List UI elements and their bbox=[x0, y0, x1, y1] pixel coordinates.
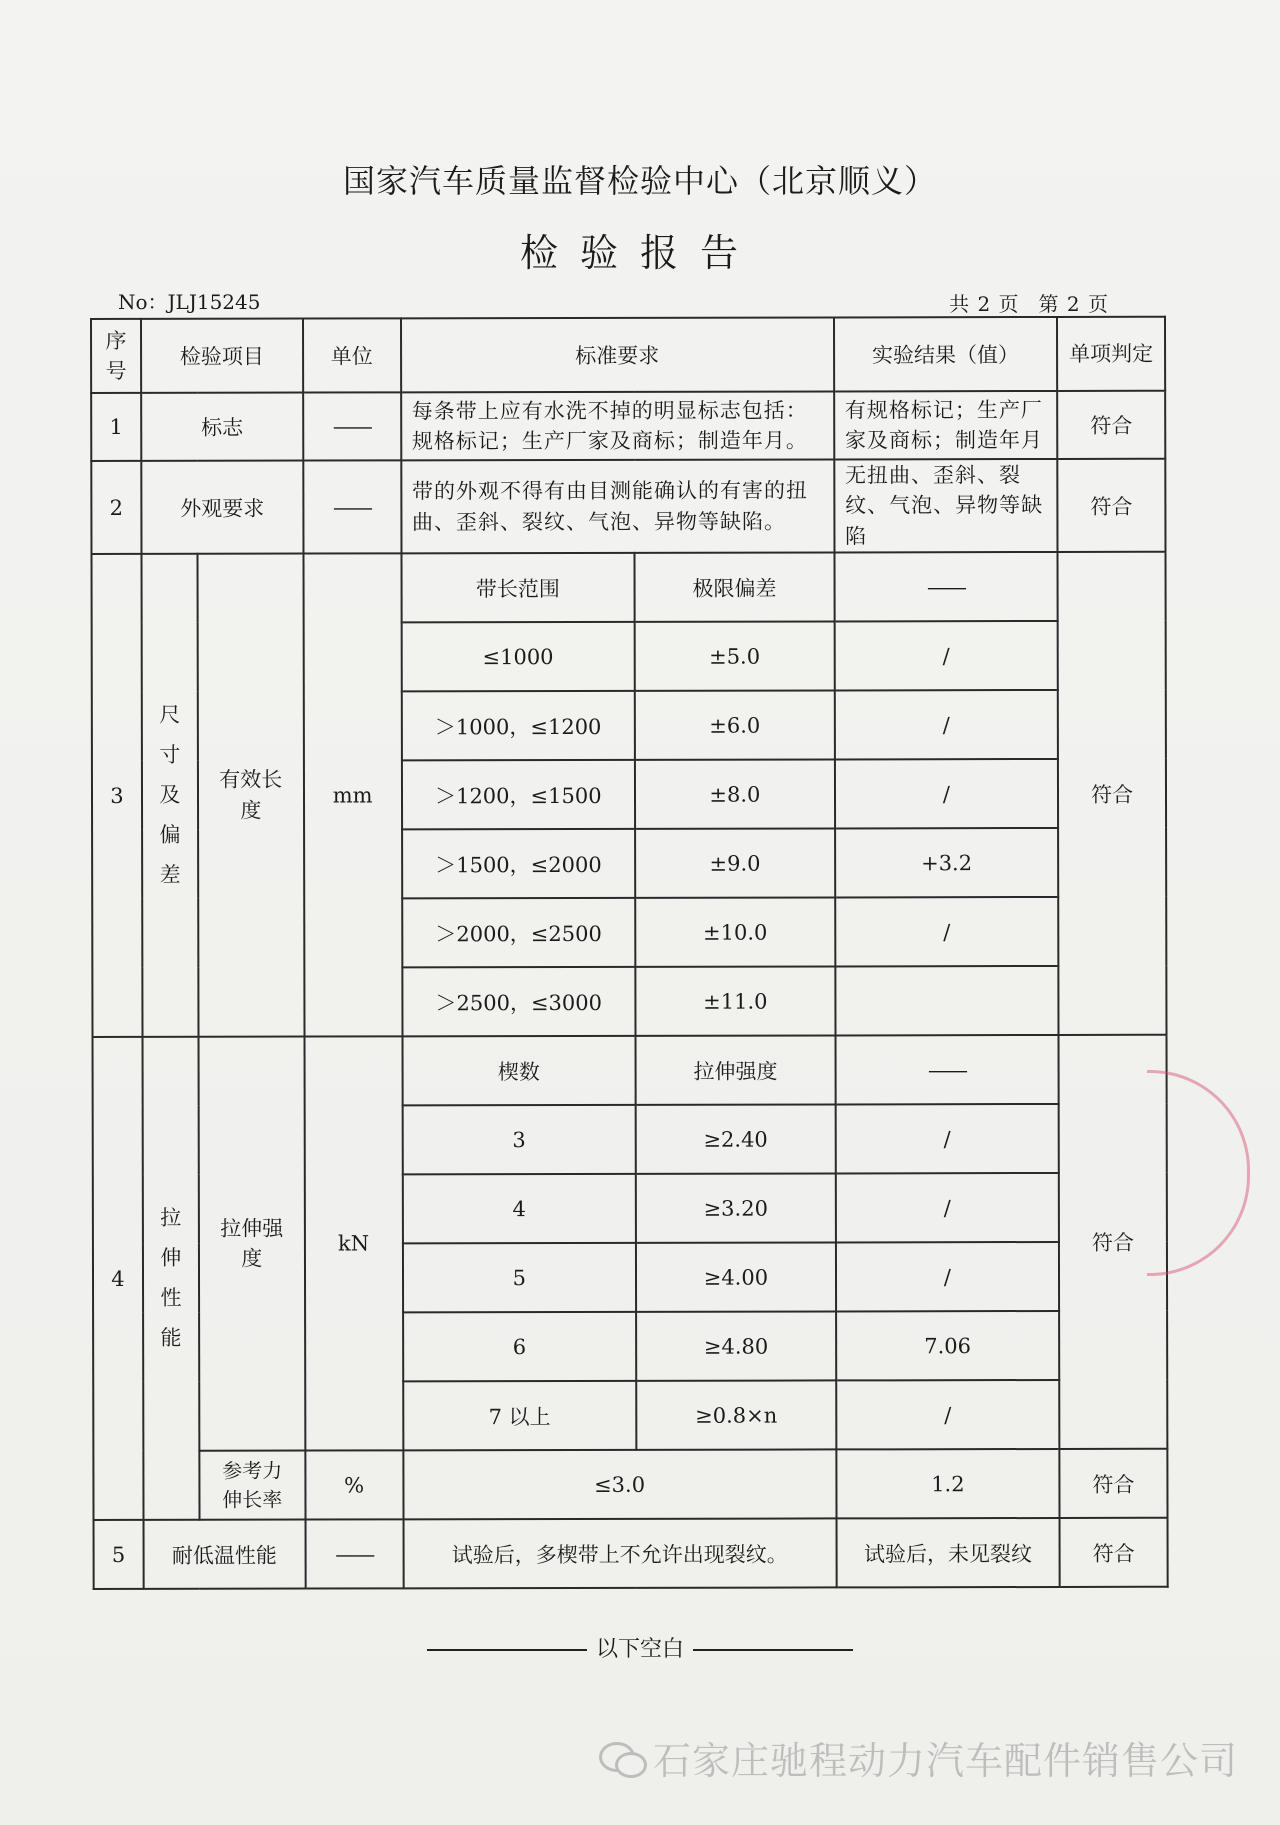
row2-result: 无扭曲、歪斜、裂纹、气泡、异物等缺陷 bbox=[834, 459, 1058, 553]
table-row bbox=[91, 391, 1165, 461]
tensile-result: / bbox=[836, 1242, 1060, 1311]
blank-note-text: 以下空白 bbox=[595, 1637, 684, 1662]
row1-verdict: 符合 bbox=[1057, 391, 1165, 459]
table-row bbox=[93, 1035, 1167, 1106]
tensile-result: / bbox=[835, 1173, 1059, 1242]
row1-item: 标志 bbox=[141, 393, 303, 461]
length-result bbox=[835, 966, 1059, 1035]
length-range: ≤1000 bbox=[401, 622, 635, 691]
length-range: ＞1500，≤2000 bbox=[402, 829, 636, 898]
row2-seq: 2 bbox=[91, 461, 141, 554]
wedge-count: 4 bbox=[402, 1174, 636, 1243]
header-unit: 单位 bbox=[303, 318, 401, 392]
tensile-result: 7.06 bbox=[836, 1311, 1060, 1380]
header-result: 实验结果（值） bbox=[834, 317, 1058, 391]
length-range: ＞1200，≤1500 bbox=[401, 760, 635, 829]
length-tolerance: ±8.0 bbox=[635, 760, 835, 829]
wedge-count: 7 以上 bbox=[403, 1381, 637, 1450]
row4-col-result: —— bbox=[835, 1035, 1059, 1104]
tensile-requirement: ≥0.8×n bbox=[636, 1381, 836, 1450]
row1-standard: 每条带上应有水洗不掉的明显标志包括：规格标记；生产厂家及商标；制造年月。 bbox=[401, 391, 834, 460]
row2-standard: 带的外观不得有由目测能确认的有害的扭曲、歪斜、裂纹、气泡、异物等缺陷。 bbox=[401, 459, 834, 553]
row3-col-tolerance: 极限偏差 bbox=[635, 553, 835, 622]
divider-left bbox=[427, 1649, 587, 1651]
length-result: / bbox=[835, 759, 1059, 828]
length-tolerance: ±6.0 bbox=[635, 691, 835, 760]
row1-result: 有规格标记；生产厂家及商标；制造年月 bbox=[834, 391, 1058, 459]
tensile-result: / bbox=[836, 1380, 1060, 1449]
length-range: ＞2000，≤2500 bbox=[402, 898, 636, 967]
table-header-row bbox=[91, 317, 1165, 393]
length-result: +3.2 bbox=[835, 828, 1059, 897]
row5-verdict: 符合 bbox=[1060, 1518, 1168, 1587]
row4-subitem: 拉伸强度 bbox=[198, 1037, 305, 1451]
length-tolerance: ±11.0 bbox=[635, 967, 835, 1036]
elongation-item: 参考力伸长率 bbox=[199, 1451, 305, 1520]
row5-standard: 试验后，多楔带上不允许出现裂纹。 bbox=[403, 1519, 836, 1589]
row3-subitem: 有效长度 bbox=[197, 554, 304, 1037]
row3-col-range: 带长范围 bbox=[401, 553, 635, 622]
row1-unit: —— bbox=[303, 392, 401, 460]
length-result: / bbox=[834, 690, 1058, 759]
wechat-watermark bbox=[599, 1730, 1238, 1785]
row4-unit: kN bbox=[304, 1037, 403, 1451]
official-seal bbox=[1147, 1070, 1250, 1276]
row4-category: 拉伸性能 bbox=[142, 1037, 199, 1520]
row5-unit: —— bbox=[305, 1520, 403, 1589]
length-range: ＞2500，≤3000 bbox=[402, 967, 636, 1036]
header-verdict: 单项判定 bbox=[1057, 317, 1165, 391]
wechat-icon bbox=[599, 1738, 645, 1778]
tensile-requirement: ≥2.40 bbox=[636, 1105, 836, 1174]
row5-item: 耐低温性能 bbox=[143, 1520, 305, 1589]
header-item: 检验项目 bbox=[141, 319, 303, 393]
row2-item: 外观要求 bbox=[141, 461, 303, 555]
table-row bbox=[94, 1518, 1168, 1589]
elongation-verdict: 符合 bbox=[1060, 1449, 1168, 1518]
header-seq: 序号 bbox=[91, 319, 141, 393]
row4-col-wedges: 楔数 bbox=[402, 1036, 636, 1105]
wedge-count: 3 bbox=[402, 1105, 636, 1174]
row5-result: 试验后，未见裂纹 bbox=[836, 1518, 1060, 1587]
elongation-unit: % bbox=[305, 1451, 403, 1520]
divider-right bbox=[693, 1649, 853, 1651]
row3-verdict: 符合 bbox=[1058, 552, 1167, 1035]
header-standard: 标准要求 bbox=[401, 317, 834, 392]
organization-title: 国家汽车质量监督检验中心（北京顺义） bbox=[342, 162, 937, 200]
length-result: / bbox=[834, 621, 1058, 690]
row2-verdict: 符合 bbox=[1057, 459, 1165, 553]
row3-col-result: —— bbox=[834, 552, 1058, 621]
tensile-requirement: ≥4.80 bbox=[636, 1312, 836, 1381]
blank-below-note bbox=[0, 1632, 1280, 1663]
length-tolerance: ±9.0 bbox=[635, 829, 835, 898]
row4-col-strength: 拉伸强度 bbox=[636, 1036, 836, 1105]
table-row bbox=[91, 552, 1165, 623]
wedge-count: 6 bbox=[403, 1312, 637, 1381]
row3-unit: mm bbox=[303, 554, 402, 1037]
row4-seq: 4 bbox=[93, 1037, 144, 1520]
inspection-table bbox=[90, 316, 1169, 1591]
report-title: 检验报告 bbox=[519, 231, 760, 275]
row2-unit: —— bbox=[303, 460, 401, 554]
table-row bbox=[93, 1449, 1167, 1520]
total-pages: 共 2 页 bbox=[949, 292, 1019, 316]
watermark-text: 石家庄驰程动力汽车配件销售公司 bbox=[652, 1739, 1238, 1783]
length-range: ＞1000，≤1200 bbox=[401, 691, 635, 760]
length-tolerance: ±10.0 bbox=[635, 898, 835, 967]
row3-category: 尺寸及偏差 bbox=[141, 554, 198, 1037]
length-tolerance: ±5.0 bbox=[635, 622, 835, 691]
tensile-requirement: ≥3.20 bbox=[636, 1174, 836, 1243]
table-row bbox=[91, 459, 1165, 555]
elongation-result: 1.2 bbox=[836, 1449, 1060, 1518]
page-count bbox=[949, 288, 1108, 317]
current-page: 第 2 页 bbox=[1038, 292, 1108, 316]
row5-seq: 5 bbox=[94, 1520, 144, 1589]
row1-seq: 1 bbox=[91, 393, 141, 461]
length-result: / bbox=[835, 897, 1059, 966]
row4-verdict: 符合 bbox=[1059, 1035, 1168, 1449]
wedge-count: 5 bbox=[403, 1243, 637, 1312]
tensile-requirement: ≥4.00 bbox=[636, 1243, 836, 1312]
elongation-standard: ≤3.0 bbox=[403, 1450, 836, 1520]
tensile-result: / bbox=[835, 1104, 1059, 1173]
report-number: No：JLJ15245 bbox=[118, 290, 261, 314]
row3-seq: 3 bbox=[91, 554, 142, 1037]
